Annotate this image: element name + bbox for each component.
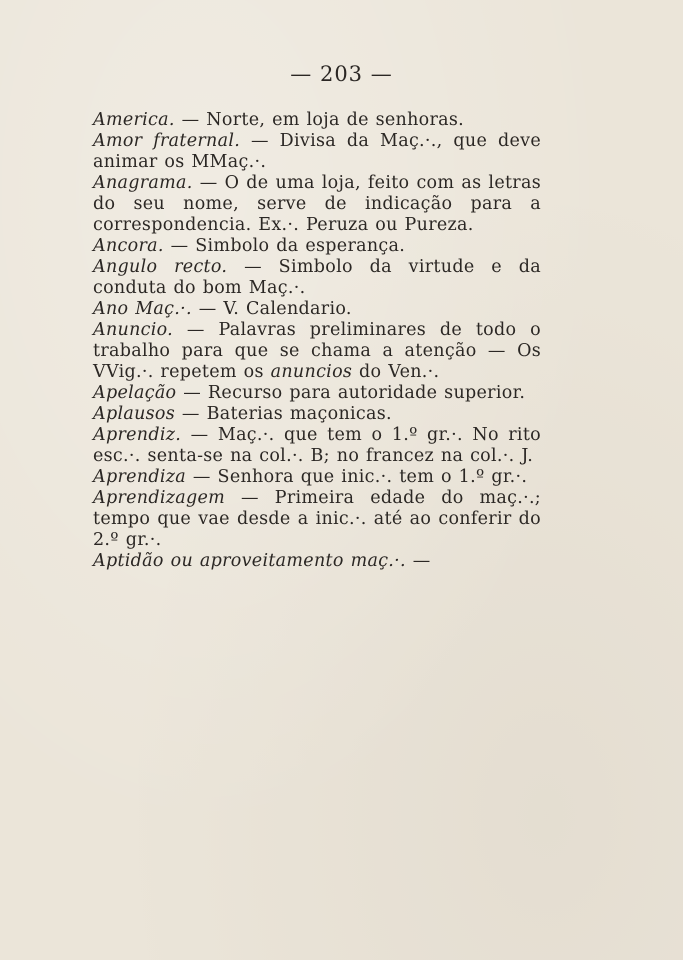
entry-definition: — Baterias maçonicas. <box>175 404 392 424</box>
dictionary-entries <box>93 110 541 572</box>
entry-term: Aprendiz. <box>93 425 182 445</box>
entry-definition: — Maç.·. que tem o 1.º gr.·. No rito esc.·. senta-se na col.·. B; no francez na col.·. J. <box>93 425 541 466</box>
entry-aprendiz <box>93 425 541 467</box>
entry-definition: — Simbolo da esperança. <box>163 236 406 256</box>
entry-term: Aptidão ou aproveitamento maç.·. <box>93 551 406 571</box>
entry-amor-fraternal <box>93 131 541 173</box>
entry-america <box>93 110 541 131</box>
page-number: — 203 — <box>290 62 393 86</box>
entry-term: Aprendiza <box>93 467 186 487</box>
entry-term: Anagrama. <box>93 173 193 193</box>
entry-definition: — Divisa da Maç.·., que deve animar os MMaç.·. <box>93 131 541 172</box>
entry-term: America. <box>93 110 175 130</box>
entry-anagrama <box>93 173 541 236</box>
entry-definition: — Primeira edade do maç.·.; tempo que vae desde a inic.·. até ao conferir do 2.º gr.·. <box>93 488 541 550</box>
entry-aplausos <box>93 404 541 425</box>
entry-aprendizagem <box>93 488 541 551</box>
entry-definition: — O de uma loja, feito com as letras do seu nome, serve de indicação para a correspondencia. Ex.·. Peruza ou Pureza. <box>93 173 541 235</box>
entry-definition: — V. Calendario. <box>191 299 352 319</box>
entry-aprendiza <box>93 467 541 488</box>
entry-term: Aplausos <box>93 404 176 424</box>
entry-term: Amor fraternal. <box>93 131 241 151</box>
entry-ancora <box>93 236 541 257</box>
entry-definition: — Recurso para autoridade superior. <box>176 383 526 403</box>
entry-definition: — Simbolo da virtude e da conduta do bom Maç.·. <box>93 257 541 298</box>
entry-term: Anuncio. <box>93 320 174 340</box>
entry-apelacao <box>93 383 541 404</box>
entry-definition: — <box>405 551 431 571</box>
entry-term: Apelação <box>93 383 177 403</box>
entry-term: Aprendizagem <box>93 488 226 508</box>
entry-definition: — Norte, em loja de senhoras. <box>174 110 465 130</box>
entry-definition-tail: do Ven.·. <box>352 362 440 382</box>
entry-term-inline: anuncios <box>270 362 353 382</box>
entry-definition: — Senhora que inic.·. tem o 1.º gr.·. <box>186 467 528 487</box>
entry-ano-mac <box>93 299 541 320</box>
entry-angulo-recto <box>93 257 541 299</box>
entry-term: Ancora. <box>93 236 164 256</box>
entry-anuncio <box>93 320 541 383</box>
entry-term: Angulo recto. <box>93 257 228 277</box>
entry-definition: — Palavras preliminares de todo o trabalho para que se chama a atenção — Os VVig.·. repetem os <box>93 320 541 382</box>
entry-term: Ano Maç.·. <box>93 299 192 319</box>
entry-aptidao <box>93 551 541 572</box>
